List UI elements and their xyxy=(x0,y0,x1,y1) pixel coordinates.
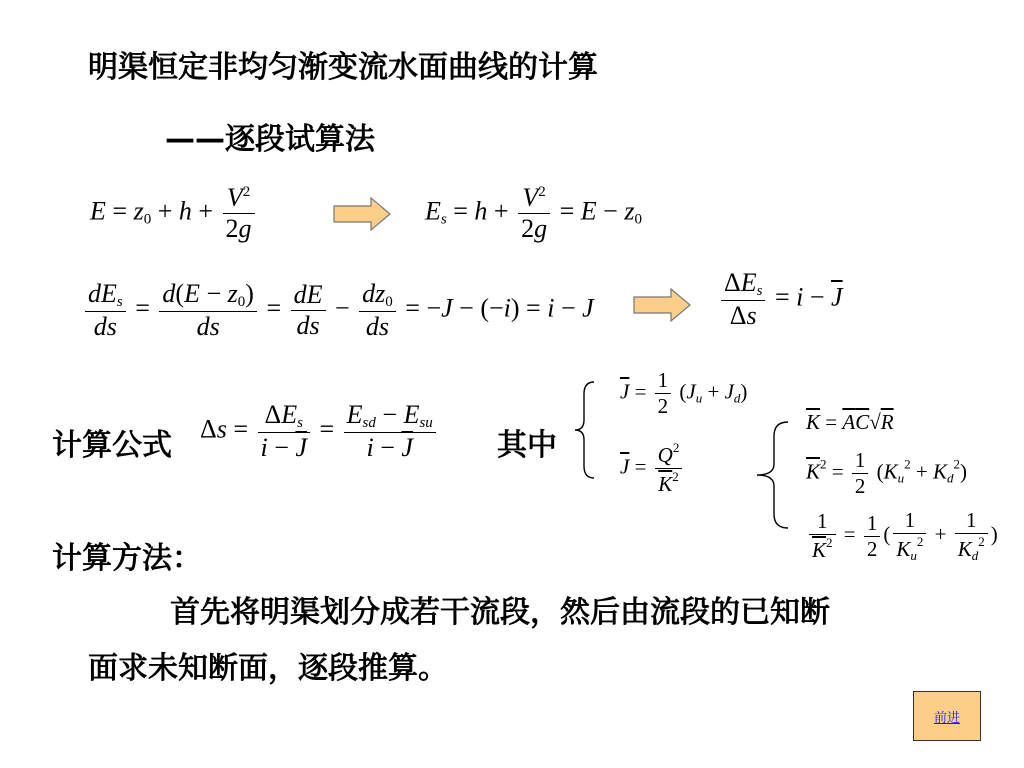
next-button[interactable] xyxy=(913,691,981,741)
arrow-right-icon xyxy=(633,288,691,322)
slope-flow-formula: $\overline{J}$ = $\frac{Q^2}{\overline{K}^2}$ xyxy=(620,440,685,497)
energy-equation: $E = z_0 + h$ + $\frac{V^2}{2g}$ xyxy=(90,183,258,244)
specific-energy-equation: $E_s = h$ + $\frac{V^2}{2g}$ = $E - z_0$ xyxy=(425,183,642,243)
conveyance-formula-2: $\overline{K}^2$ = $\frac{1}{2}$ $(K_u^2 + K_d^2)$ xyxy=(806,448,967,498)
method-text-line1: 首先将明渠划分成若干流段，然后由流段的已知断 xyxy=(170,595,830,630)
conveyance-formula-1: $\overline{K} = \overline{A}\overline{C}√R$ xyxy=(806,410,894,434)
page-subtitle: ——逐段试算法 xyxy=(165,122,375,157)
arrow-right-icon xyxy=(333,197,391,231)
page-title: 明渠恒定非均匀渐变流水面曲线的计算 xyxy=(88,50,598,85)
difference-equation: $\frac{\Delta E_s}{\Delta s}$ = $i - \overline{J}$ xyxy=(718,268,843,331)
method-text-line2: 面求未知断面，逐段推算。 xyxy=(88,651,448,686)
derivative-equation: $\frac{dE_s}{ds}$ = $\frac{d(E - z_0)}{ds}$ = $\frac{dE}{ds}$ − $\frac{dz_0}{ds}$ = −J − (−i) = i − J xyxy=(82,279,594,342)
where-label: 其中 xyxy=(497,428,557,463)
conveyance-formula-3: $\frac{1}{\overline{K}^2}$ = $\frac{1}{2}$ ( $\frac{1}{K_u^2}$ + $\frac{1}{K_d^2}$ ) xyxy=(806,508,998,564)
mean-slope-formula: $\overline{J}$ = $\frac{1}{2}$ $(J_u + J_d)$ xyxy=(620,368,748,418)
right-brace xyxy=(752,420,792,530)
step-length-formula: Δs = $\frac{\Delta E_s}{i - \overline{J}}$ = $\frac{E_{sd} - E_{su}}{i - \overline{J}}$ xyxy=(200,400,439,463)
formula-label: 计算公式 xyxy=(52,428,172,463)
left-brace xyxy=(572,380,598,480)
next-button-label[interactable]: 前进 xyxy=(933,710,960,726)
method-heading: 计算方法： xyxy=(52,541,202,576)
